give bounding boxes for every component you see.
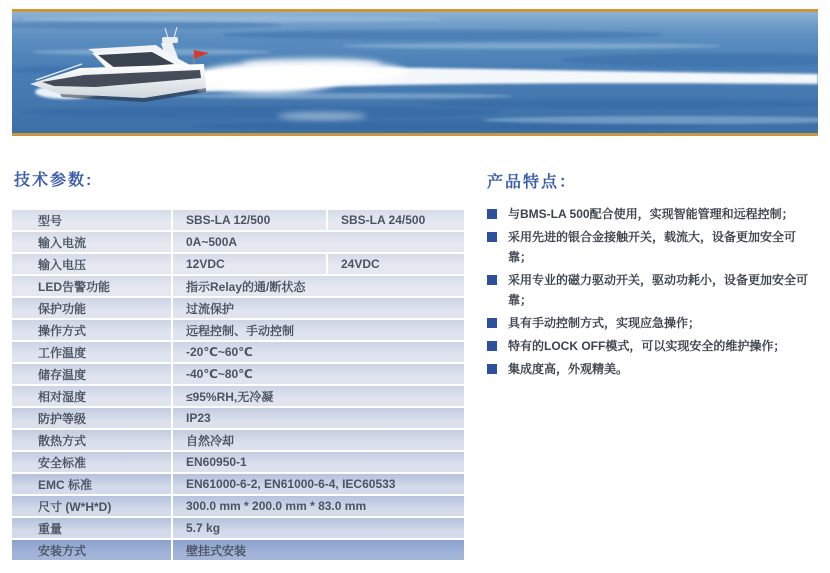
- spec-label: 工作温度: [12, 342, 173, 362]
- spec-label: 相对湿度: [12, 386, 173, 406]
- spec-value: -40℃~80℃: [186, 367, 253, 381]
- table-row: [12, 430, 464, 452]
- spec-label: 尺寸 (W*H*D): [12, 496, 173, 516]
- table-row: [12, 408, 464, 430]
- table-row: [12, 452, 464, 474]
- table-row: [12, 320, 464, 342]
- spec-value-1: SBS-LA 12/500: [173, 210, 328, 230]
- bullet-square-icon: [487, 209, 497, 219]
- bullet-square-icon: [487, 341, 497, 351]
- feature-item: [485, 227, 818, 267]
- spec-value: 指示Relay的通/断状态: [186, 279, 306, 294]
- spec-label: EMC 标准: [12, 474, 173, 494]
- features-title: 产品特点：: [487, 174, 578, 191]
- feature-item: [485, 270, 818, 310]
- spec-value: 5.7 kg: [186, 521, 221, 535]
- spec-value: 远程控制、手动控制: [186, 323, 295, 338]
- table-row: [12, 386, 464, 408]
- spec-value: IP23: [186, 411, 211, 425]
- feature-text: 与BMS-LA 500配合使用，实现智能管理和远程控制；: [508, 207, 794, 221]
- spec-value: 0A~500A: [186, 235, 238, 249]
- spec-value: ≤95%RH,无冷凝: [186, 389, 274, 404]
- spec-table: [12, 210, 464, 562]
- spec-value-2: SBS-LA 24/500: [341, 213, 426, 227]
- spec-value: 自然冷却: [186, 433, 235, 448]
- spec-label: 安全标准: [12, 452, 173, 472]
- spec-value: EN60950-1: [186, 455, 247, 469]
- spec-label: 输入电压: [12, 254, 173, 274]
- spec-label: 操作方式: [12, 320, 173, 340]
- spec-value: 过流保护: [186, 301, 235, 316]
- spec-value: 壁挂式安装: [186, 543, 247, 558]
- feature-text: 采用先进的银合金接触开关，载流大，设备更加安全可靠；: [508, 230, 797, 264]
- feature-text: 特有的LOCK OFF模式，可以实现安全的维护操作；: [508, 339, 786, 353]
- tech-params-section: [12, 136, 466, 562]
- feature-text: 采用专业的磁力驱动开关，驱动功耗小，设备更加安全可靠；: [508, 273, 809, 307]
- table-row: [12, 518, 464, 540]
- content-columns: [0, 136, 830, 562]
- features-section: [485, 136, 818, 562]
- table-row: [12, 364, 464, 386]
- spec-label: 型号: [12, 210, 173, 230]
- table-row: [12, 298, 464, 320]
- spec-value: -20℃~60℃: [186, 345, 253, 359]
- spec-value-2: 24VDC: [341, 257, 380, 271]
- table-row: [12, 254, 464, 276]
- spec-label: 保护功能: [12, 298, 173, 318]
- feature-item: [485, 359, 818, 379]
- spec-value: EN61000-6-2, EN61000-6-4, IEC60533: [186, 477, 396, 491]
- feature-text: 具有手动控制方式，实现应急操作；: [508, 316, 701, 330]
- table-row: [12, 210, 464, 232]
- table-row: [12, 540, 464, 562]
- feature-item: [485, 204, 818, 224]
- spec-value-1: 12VDC: [173, 254, 328, 274]
- features-list: [485, 204, 818, 379]
- feature-text: 集成度高，外观精美。: [508, 362, 629, 376]
- spec-label: 安装方式: [12, 540, 173, 560]
- bullet-square-icon: [487, 275, 497, 285]
- table-row: [12, 276, 464, 298]
- spec-label: 散热方式: [12, 430, 173, 450]
- spec-label: 防护等级: [12, 408, 173, 428]
- feature-item: [485, 336, 818, 356]
- tech-params-title: 技术参数:: [14, 172, 94, 189]
- table-row: [12, 232, 464, 254]
- bullet-square-icon: [487, 364, 497, 374]
- table-row: [12, 342, 464, 364]
- table-row: [12, 474, 464, 496]
- spec-label: LED告警功能: [12, 276, 173, 296]
- spec-label: 重量: [12, 518, 173, 538]
- sea-yacht-illustration: [12, 12, 818, 133]
- bullet-square-icon: [487, 318, 497, 328]
- spec-label: 输入电流: [12, 232, 173, 252]
- bullet-square-icon: [487, 232, 497, 242]
- spec-value: 300.0 mm * 200.0 mm * 83.0 mm: [186, 499, 367, 513]
- feature-item: [485, 313, 818, 333]
- table-row: [12, 496, 464, 518]
- hero-banner-image: [12, 9, 818, 136]
- spec-label: 储存温度: [12, 364, 173, 384]
